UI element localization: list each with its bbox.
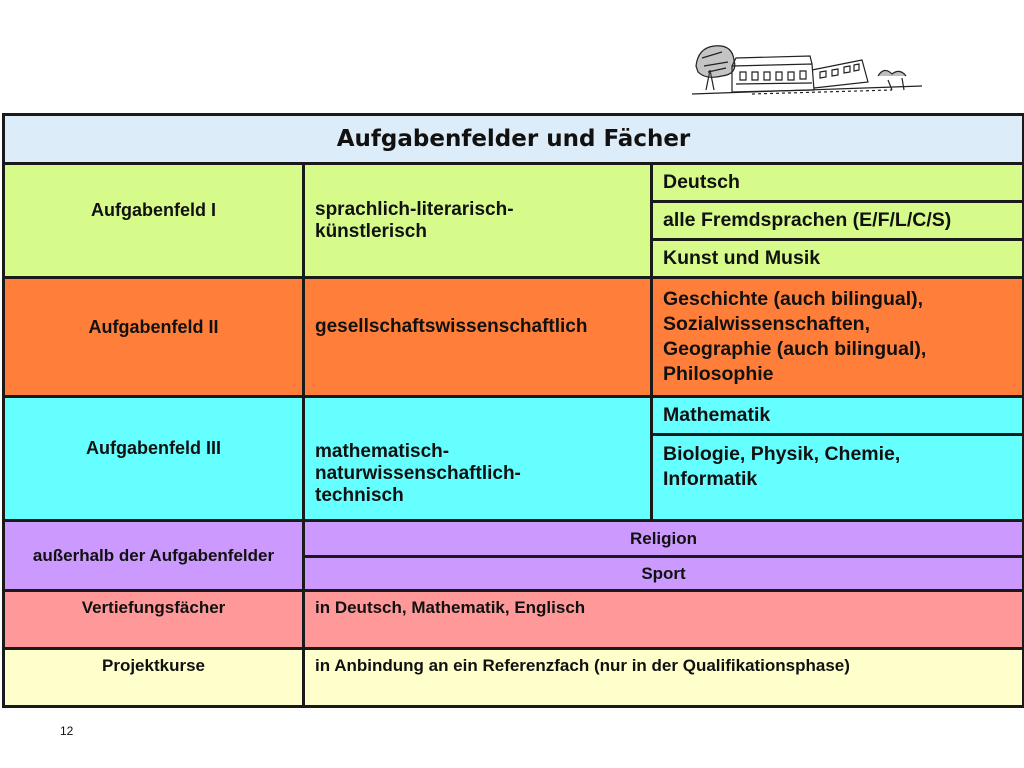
vertiefung-text: in Deutsch, Mathematik, Englisch xyxy=(304,591,1024,649)
feld2-subjects: Geschichte (auch bilingual), Sozialwissenschaften, Geographie (auch bilingual), Philosophie xyxy=(652,278,1024,397)
aufgabenfelder-table xyxy=(2,113,1024,708)
projekt-text: in Anbindung an ein Referenzfach (nur in der Qualifikationsphase) xyxy=(304,649,1024,707)
projekt-label: Projektkurse xyxy=(4,649,304,707)
feld1-description: sprachlich-literarisch-künstlerisch xyxy=(304,164,652,278)
feld1-subject-deutsch: Deutsch xyxy=(652,164,1024,202)
feld3-description: mathematisch-naturwissenschaftlich-technisch xyxy=(304,397,652,521)
feld3-subject-mathematik: Mathematik xyxy=(652,397,1024,435)
feld2-label: Aufgabenfeld II xyxy=(4,278,304,397)
feld1-subject-kunst-musik: Kunst und Musik xyxy=(652,240,1024,278)
outside-label: außerhalb der Aufgabenfelder xyxy=(4,521,304,591)
feld2-description: gesellschaftswissenschaftlich xyxy=(304,278,652,397)
feld1-label: Aufgabenfeld I xyxy=(4,164,304,278)
feld1-subject-fremdsprachen: alle Fremdsprachen (E/F/L/C/S) xyxy=(652,202,1024,240)
table-title: Aufgabenfelder und Fächer xyxy=(4,115,1024,164)
outside-subject-religion: Religion xyxy=(304,521,1024,557)
feld3-subject-naturwissenschaften: Biologie, Physik, Chemie, Informatik xyxy=(652,435,1024,521)
school-building-sketch-icon xyxy=(692,40,924,98)
outside-subject-sport: Sport xyxy=(304,557,1024,591)
page-number: 12 xyxy=(60,724,74,738)
feld3-label: Aufgabenfeld III xyxy=(4,397,304,521)
vertiefung-label: Vertiefungsfächer xyxy=(4,591,304,649)
